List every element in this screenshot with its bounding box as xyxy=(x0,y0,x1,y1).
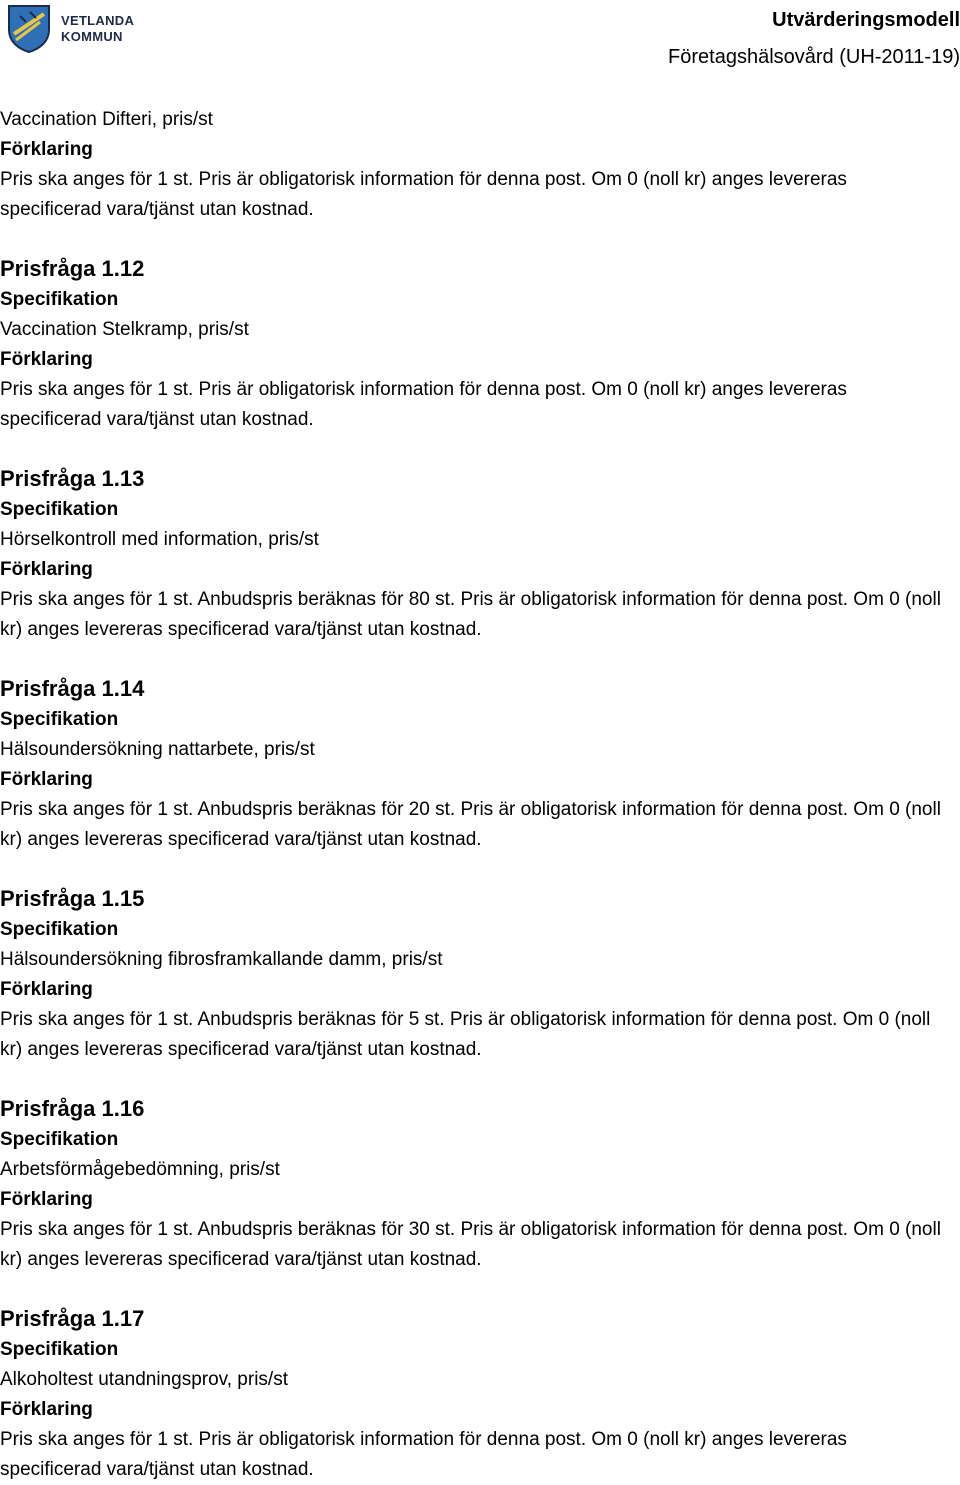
question-title: Prisfråga 1.14 xyxy=(0,676,145,701)
logo-line-2: KOMMUN xyxy=(61,29,123,44)
explanation-label: Förklaring xyxy=(0,139,93,160)
intro-block xyxy=(0,105,960,225)
price-question-1-13 xyxy=(0,463,960,645)
page-header xyxy=(0,0,960,80)
coat-of-arms-icon xyxy=(6,4,52,54)
price-question-1-17 xyxy=(0,1303,960,1485)
explanation-text: Pris ska anges för 1 st. Pris är obligatorisk information för denna post. Om 0 (noll kr) anges levereras specificerad vara/tjänst utan kostnad. xyxy=(0,169,847,220)
specification-text: Vaccination Stelkramp, pris/st xyxy=(0,319,249,340)
specification-label: Specifikation xyxy=(0,709,119,730)
document-subtitle: Företagshälsovård (UH-2011-19) xyxy=(668,46,960,68)
specification-label: Specifikation xyxy=(0,1129,119,1150)
question-title: Prisfråga 1.15 xyxy=(0,886,145,911)
explanation-label: Förklaring xyxy=(0,769,93,790)
explanation-label: Förklaring xyxy=(0,349,93,370)
specification-label: Specifikation xyxy=(0,289,119,310)
logo-wordmark xyxy=(61,13,134,45)
explanation-label: Förklaring xyxy=(0,1399,93,1420)
price-question-1-12 xyxy=(0,253,960,435)
specification-text: Arbetsförmågebedömning, pris/st xyxy=(0,1159,280,1180)
specification-text: Vaccination Difteri, pris/st xyxy=(0,109,213,130)
explanation-text: Pris ska anges för 1 st. Pris är obligatorisk information för denna post. Om 0 (noll kr) anges levereras specificerad vara/tjänst utan kostnad. xyxy=(0,1429,847,1480)
specification-label: Specifikation xyxy=(0,499,119,520)
specification-text: Alkoholtest utandningsprov, pris/st xyxy=(0,1369,288,1390)
explanation-text: Pris ska anges för 1 st. Anbudspris beräknas för 5 st. Pris är obligatorisk information för denna post. Om 0 (noll kr) anges levereras specificerad vara/tjänst utan kostnad. xyxy=(0,1009,931,1060)
explanation-text: Pris ska anges för 1 st. Anbudspris beräknas för 30 st. Pris är obligatorisk information för denna post. Om 0 (noll kr) anges levereras specificerad vara/tjänst utan kostnad. xyxy=(0,1219,941,1270)
explanation-label: Förklaring xyxy=(0,559,93,580)
municipality-logo xyxy=(6,4,135,54)
specification-label: Specifikation xyxy=(0,919,119,940)
explanation-text: Pris ska anges för 1 st. Anbudspris beräknas för 80 st. Pris är obligatorisk information för denna post. Om 0 (noll kr) anges levereras specificerad vara/tjänst utan kostnad. xyxy=(0,589,941,640)
specification-label: Specifikation xyxy=(0,1339,119,1360)
explanation-label: Förklaring xyxy=(0,1189,93,1210)
question-title: Prisfråga 1.12 xyxy=(0,256,145,281)
price-question-1-16 xyxy=(0,1093,960,1275)
explanation-text: Pris ska anges för 1 st. Anbudspris beräknas för 20 st. Pris är obligatorisk information för denna post. Om 0 (noll kr) anges levereras specificerad vara/tjänst utan kostnad. xyxy=(0,799,941,850)
question-title: Prisfråga 1.17 xyxy=(0,1306,145,1331)
explanation-text: Pris ska anges för 1 st. Pris är obligatorisk information för denna post. Om 0 (noll kr) anges levereras specificerad vara/tjänst utan kostnad. xyxy=(0,379,847,430)
logo-line-1: VETLANDA xyxy=(61,13,135,28)
specification-text: Hälsoundersökning nattarbete, pris/st xyxy=(0,739,315,760)
question-title: Prisfråga 1.13 xyxy=(0,466,145,491)
price-question-1-14 xyxy=(0,673,960,855)
specification-text: Hörselkontroll med information, pris/st xyxy=(0,529,319,550)
question-title: Prisfråga 1.16 xyxy=(0,1096,145,1121)
specification-text: Hälsoundersökning fibrosframkallande damm, pris/st xyxy=(0,949,443,970)
explanation-label: Förklaring xyxy=(0,979,93,1000)
price-question-1-15 xyxy=(0,883,960,1065)
document-body xyxy=(0,105,960,1485)
document-title: Utvärderingsmodell xyxy=(772,9,960,31)
